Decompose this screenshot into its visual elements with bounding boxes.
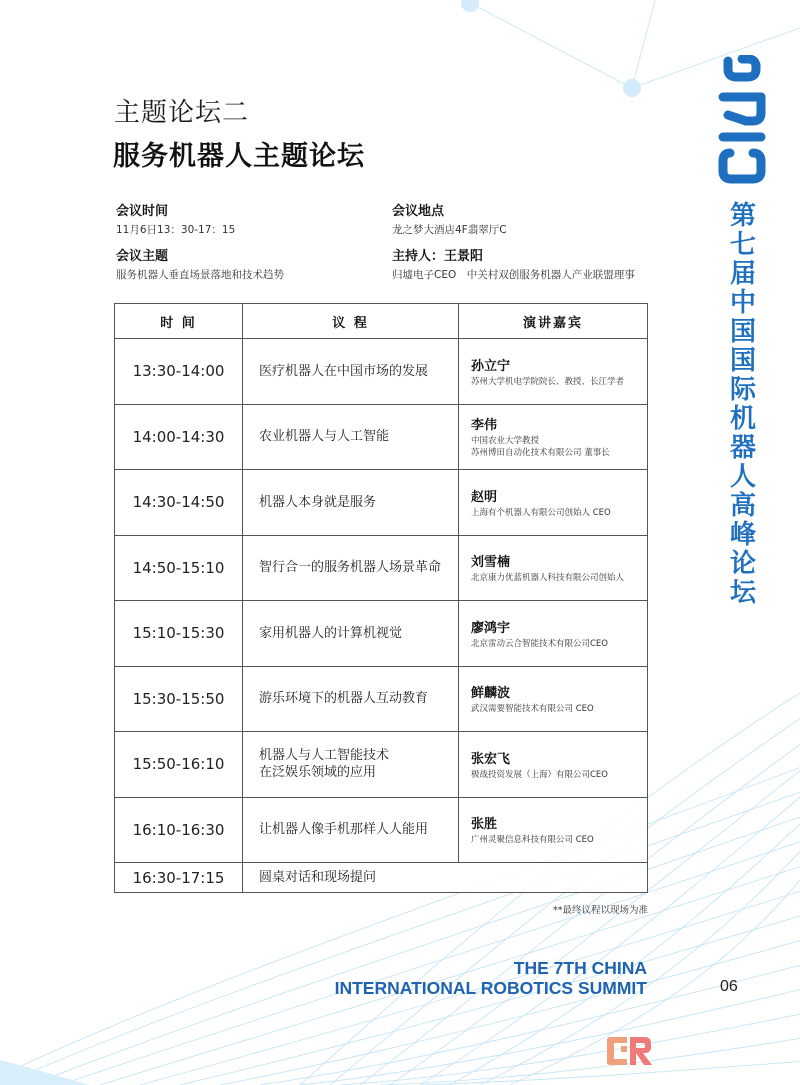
table-header-row (115, 304, 648, 339)
table-row (115, 404, 648, 470)
row-topic: 圆桌对话和现场提问 (243, 863, 648, 893)
page-number: 06 (720, 978, 738, 995)
row-time: 14:30-14:50 (115, 470, 243, 536)
speaker-name: 李伟 (471, 418, 498, 434)
table-row (115, 601, 648, 667)
row-topic (243, 732, 459, 798)
row-topic-line: 机器人与人工智能技术 (259, 748, 390, 764)
vertical-title-char: 国 (729, 346, 756, 376)
forum-subtitle: 主题论坛二 (114, 98, 250, 128)
speaker-role: 苏州博田自动化技术有限公司 董事长 (471, 448, 610, 459)
row-topic: 智行合一的服务机器人场景革命 (243, 535, 459, 601)
speaker-name: 廖鸿宇 (471, 620, 511, 636)
vertical-title-char: 七 (729, 230, 756, 260)
vertical-title-char: 国 (729, 317, 756, 347)
table-row (115, 797, 648, 863)
table-row-roundtable (115, 863, 648, 893)
row-speaker (459, 601, 648, 667)
speaker-role: 武汉需要智能技术有限公司 CEO (471, 704, 594, 715)
speaker-role: 北京康力优蓝机器人科技有限公司创始人 (471, 573, 625, 584)
vertical-title-char: 第 (729, 201, 756, 231)
table-row (115, 666, 648, 732)
info-time-value: 11月6日13：30-17：15 (116, 224, 236, 236)
speaker-name: 张胜 (471, 817, 498, 833)
speaker-role: 中国农业大学教授 (471, 436, 540, 447)
vertical-title-char: 器 (729, 433, 756, 463)
header-speaker: 演讲嘉宾 (459, 304, 648, 339)
info-host-label: 主持人：王景阳 (392, 249, 484, 264)
row-topic: 农业机器人与人工智能 (243, 404, 459, 470)
speaker-name: 刘雪楠 (471, 555, 511, 571)
cr-watermark-logo-icon (605, 1036, 655, 1066)
vertical-title-char: 机 (729, 404, 756, 434)
vertical-title-char: 中 (729, 288, 756, 318)
speaker-role: 广州灵聚信息科技有限公司 CEO (471, 835, 594, 846)
info-host (392, 245, 635, 282)
vertical-title-char: 峰 (729, 520, 756, 550)
speaker-name: 张宏飞 (471, 751, 511, 767)
agenda-note: **最终议程以现场为准 (552, 905, 648, 916)
vertical-title-char: 际 (729, 375, 756, 405)
vertical-summit-title (725, 202, 761, 608)
row-topic: 医疗机器人在中国市场的发展 (243, 339, 459, 405)
speaker-role: 极战投资发展（上海）有限公司CEO (471, 769, 608, 780)
speaker-name: 孙立宁 (471, 358, 511, 374)
info-time (116, 200, 235, 237)
info-venue (392, 200, 507, 237)
row-time: 14:50-15:10 (115, 535, 243, 601)
row-time: 15:50-16:10 (115, 732, 243, 798)
info-theme (116, 245, 284, 282)
row-speaker (459, 470, 648, 536)
header-time: 时 间 (115, 304, 243, 339)
row-time: 16:10-16:30 (115, 797, 243, 863)
vertical-title-char: 坛 (729, 578, 756, 608)
header-agenda: 议 程 (243, 304, 459, 339)
row-speaker (459, 666, 648, 732)
cirs-logo-icon (718, 55, 766, 185)
summit-english-name (335, 958, 647, 998)
info-host-value: 归墟电子CEO 中关村双创服务机器人产业联盟理事 (392, 269, 635, 281)
speaker-name: 鲜麟波 (471, 686, 511, 702)
info-venue-value: 龙之梦大酒店4F翡翠厅C (392, 224, 507, 236)
vertical-title-char: 论 (729, 549, 756, 579)
row-time: 16:30-17:15 (115, 863, 243, 893)
row-topic: 机器人本身就是服务 (243, 470, 459, 536)
info-time-label: 会议时间 (116, 204, 169, 219)
row-topic: 家用机器人的计算机视觉 (243, 601, 459, 667)
summit-name-line1: THE 7TH CHINA (513, 958, 647, 978)
row-speaker (459, 404, 648, 470)
row-time: 15:10-15:30 (115, 601, 243, 667)
table-row (115, 470, 648, 536)
table-row (115, 732, 648, 798)
forum-title: 服务机器人主题论坛 (113, 141, 365, 172)
row-time: 15:30-15:50 (115, 666, 243, 732)
speaker-role: 上海有个机器人有限公司创始人 CEO (471, 507, 611, 518)
row-speaker (459, 732, 648, 798)
table-row (115, 535, 648, 601)
speaker-name: 赵明 (471, 489, 498, 505)
row-topic: 让机器人像手机那样人人能用 (243, 797, 459, 863)
info-theme-value: 服务机器人垂直场景落地和技术趋势 (116, 269, 284, 281)
vertical-title-char: 人 (729, 462, 756, 492)
table-row (115, 339, 648, 405)
row-topic: 游乐环境下的机器人互动教育 (243, 666, 459, 732)
row-speaker (459, 535, 648, 601)
speaker-role: 苏州大学机电学院院长、教授、长江学者 (471, 376, 625, 387)
row-topic-line: 在泛娱乐领域的应用 (259, 765, 377, 781)
agenda-table (114, 303, 648, 893)
row-speaker (459, 797, 648, 863)
row-time: 14:00-14:30 (115, 404, 243, 470)
info-theme-label: 会议主题 (116, 249, 169, 264)
vertical-title-char: 届 (729, 259, 756, 289)
speaker-role: 北京雷动云合智能技术有限公司CEO (471, 638, 608, 649)
vertical-title-char: 高 (729, 491, 756, 521)
row-time: 13:30-14:00 (115, 339, 243, 405)
row-speaker (459, 339, 648, 405)
summit-name-line2: INTERNATIONAL ROBOTICS SUMMIT (334, 978, 647, 998)
info-venue-label: 会议地点 (392, 204, 445, 219)
